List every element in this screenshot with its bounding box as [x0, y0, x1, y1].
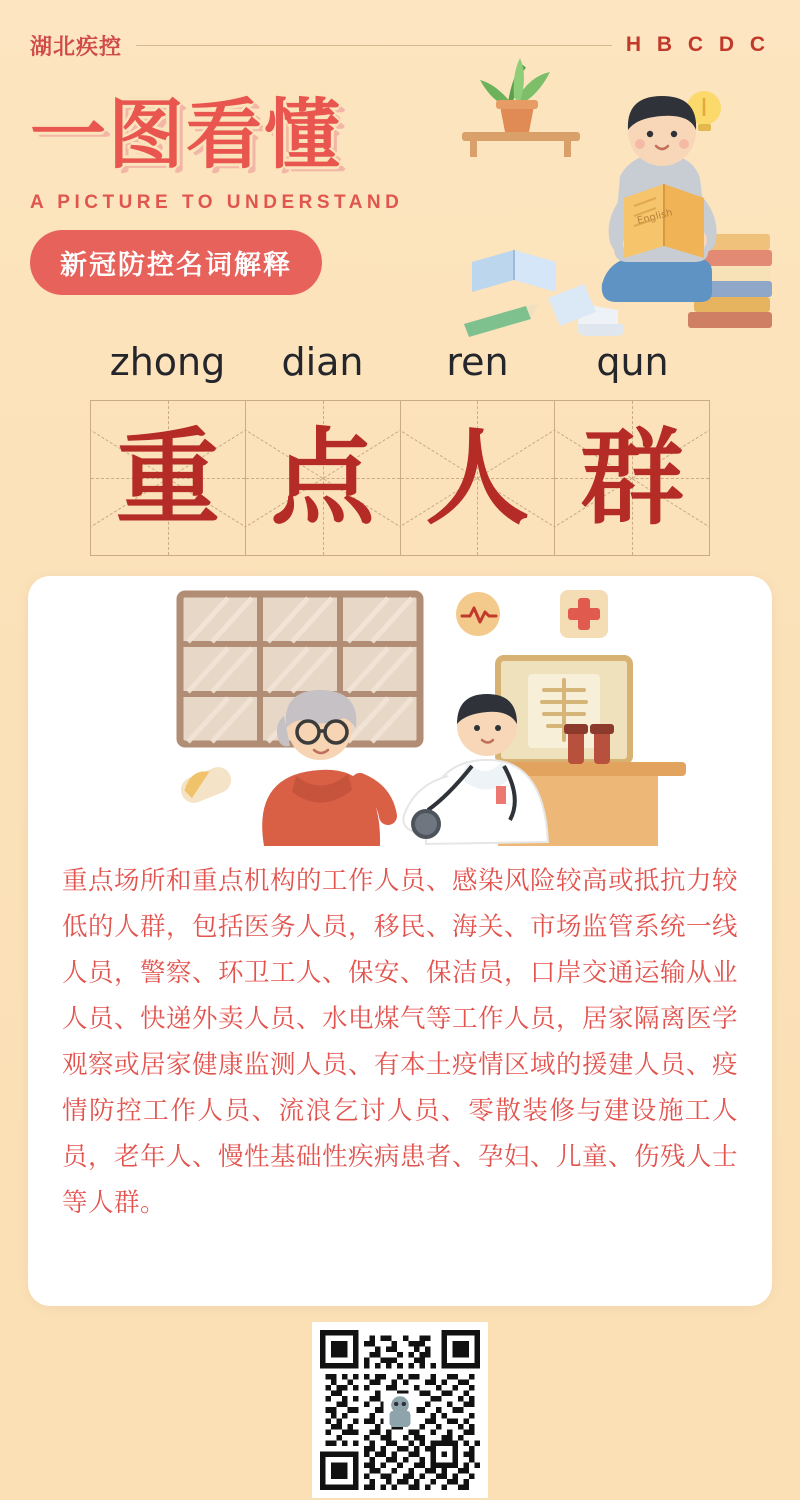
potted-plant-icon	[480, 58, 550, 132]
character-3: 人	[425, 417, 530, 539]
brand-name-en: H B C D C	[625, 33, 770, 56]
pinyin-row	[90, 340, 710, 384]
qr-code-container[interactable]	[312, 1322, 488, 1498]
pinyin-2: dian	[281, 340, 364, 384]
character-grid	[90, 400, 710, 556]
qr-center-logo	[383, 1393, 416, 1427]
qr-code-icon[interactable]	[320, 1330, 480, 1490]
small-open-book-icon	[472, 250, 556, 292]
boy-figure	[577, 96, 717, 336]
grid-cell-4	[555, 400, 710, 556]
pill-capsule-icon	[177, 763, 235, 807]
definition-text: 重点场所和重点机构的工作人员、感染风险较高或抵抗力较低的人群，包括医务人员，移民、海关、市场监管系统一线人员，警察、环卫工人、保安、保洁员，口岸交通运输从业人员、快递外卖人员、水电煤气等工作人员，居家隔离医学观察或居家健康监测人员、有本土疫情区域的援建人员、疫情防控工作人员、流浪乞讨人员、零散装修与建设施工人员，老年人、慢性基础性疾病患者、孕妇、儿童、伤残人士等人群。	[62, 866, 739, 1218]
headline-block	[30, 92, 450, 295]
xray-viewer	[498, 658, 630, 762]
definition-card	[28, 576, 772, 1306]
heartbeat-icon	[456, 592, 500, 636]
brand-name-cn: 湖北疾控	[30, 33, 123, 59]
clinic-illustration	[28, 576, 772, 846]
medical-cross-icon	[560, 590, 608, 638]
headline-title-cn: 一图看懂	[30, 93, 342, 178]
grid-cell-3	[401, 400, 556, 556]
pinyin-1: zhong	[109, 340, 226, 384]
brand-divider	[136, 45, 612, 46]
topic-pill: 新冠防控名词解释	[30, 230, 322, 295]
grid-cell-1	[90, 400, 246, 556]
character-1: 重	[115, 417, 220, 539]
character-2: 点	[270, 417, 375, 539]
reading-boy-illustration	[452, 48, 782, 348]
svg-text:English: English	[636, 207, 674, 227]
pinyin-4: qun	[596, 340, 669, 384]
grid-cell-2	[246, 400, 401, 556]
pencil-icon	[464, 304, 538, 337]
headline-title-en: A PICTURE TO UNDERSTAND	[30, 192, 404, 213]
character-4: 群	[580, 417, 685, 539]
pinyin-3: ren	[446, 340, 509, 384]
